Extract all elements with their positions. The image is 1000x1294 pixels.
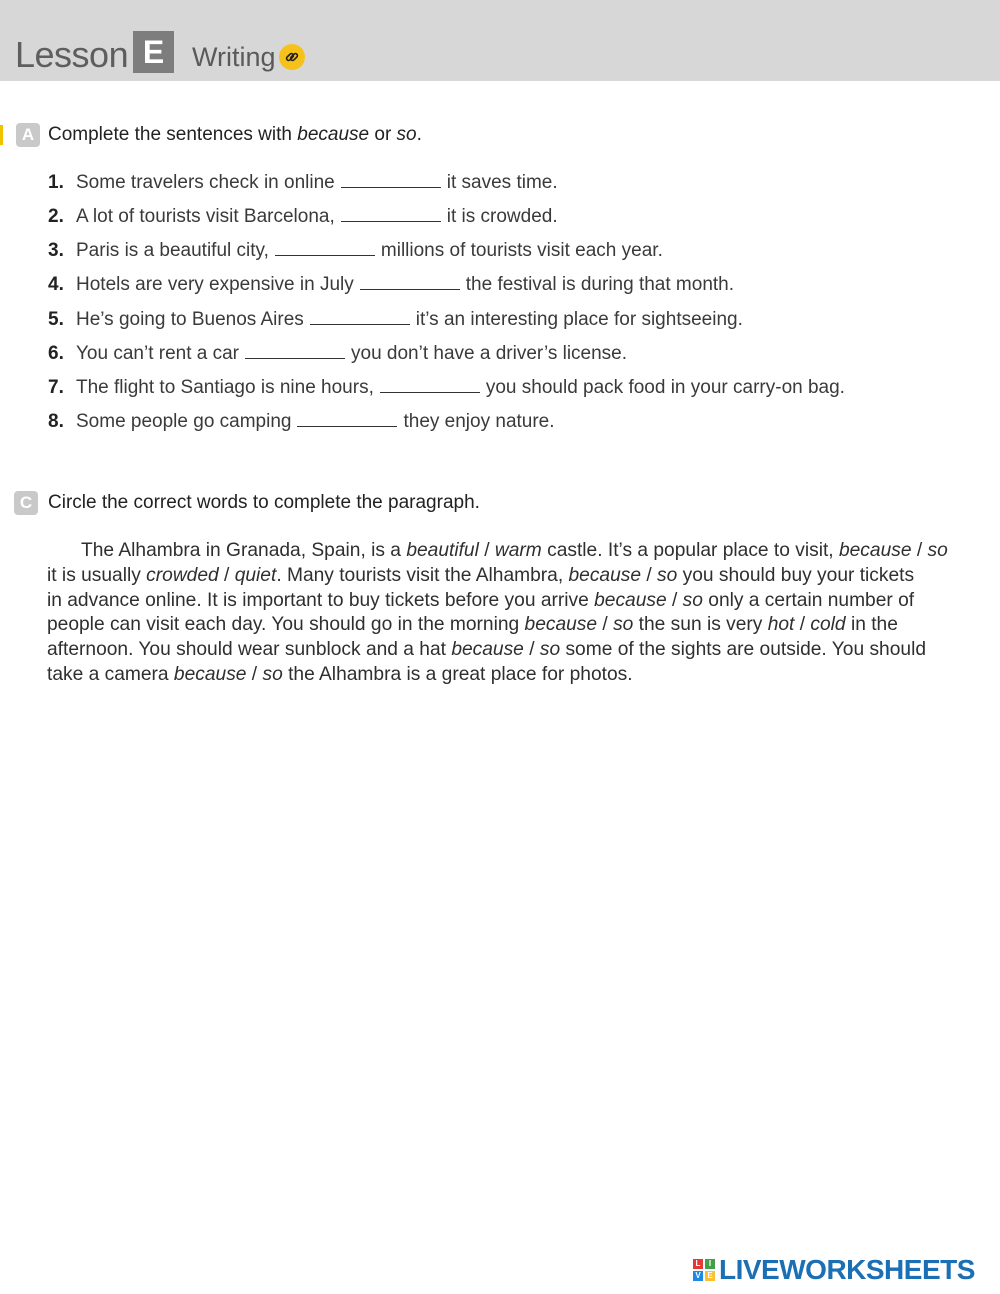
item-text-before: A lot of tourists visit Barcelona, [76, 206, 335, 227]
answer-blank[interactable] [297, 412, 397, 427]
choice-word[interactable]: because [594, 589, 667, 611]
choice-word[interactable]: so [613, 614, 634, 636]
item-text-after: they enjoy nature. [403, 411, 555, 432]
item-number: 2. [48, 206, 64, 227]
choice-word[interactable]: because [568, 564, 642, 586]
logo-icon [693, 1259, 715, 1281]
paragraph-line: afternoon. You should wear sunblock and a hat because / so some of the sights are outside. You should [47, 639, 926, 661]
exercise-item [48, 240, 663, 268]
choice-word[interactable]: beautiful [406, 540, 479, 561]
section-marker [0, 125, 3, 145]
item-number: 1. [48, 172, 64, 193]
item-text-before: Some travelers check in online [76, 172, 335, 193]
item-text-after: the festival is during that month. [465, 274, 735, 295]
exercise-item [48, 274, 734, 302]
item-text-after: it is crowded. [446, 206, 558, 227]
lesson-header [0, 0, 1000, 81]
lesson-topic: Writing [192, 42, 276, 72]
exercise-item [48, 206, 558, 234]
exercise-item [48, 343, 627, 371]
lesson-letter-badge: E [133, 31, 174, 73]
item-text-after: you should pack food in your carry-on bag. [485, 377, 845, 398]
item-text-before: Paris is a beautiful city, [76, 240, 269, 261]
exercise-item [48, 309, 743, 337]
item-text-after: millions of tourists visit each year. [380, 240, 663, 261]
answer-blank[interactable] [310, 310, 410, 325]
choice-word[interactable]: because [838, 540, 912, 561]
lesson-label: Lesson [15, 34, 129, 75]
item-number: 7. [48, 377, 64, 398]
item-text-before: The flight to Santiago is nine hours, [76, 377, 374, 398]
item-number: 6. [48, 343, 64, 364]
item-text-before: Some people go camping [76, 411, 292, 432]
paragraph-line: people can visit each day. You should go in the morning because / so the sun is very hot / cold in the [47, 614, 898, 636]
paragraph-line: take a camera because / so the Alhambra is a great place for photos. [47, 663, 633, 685]
item-number: 3. [48, 240, 64, 261]
item-text-before: You can’t rent a car [76, 343, 240, 364]
choice-word[interactable]: cold [810, 614, 846, 636]
item-number: 5. [48, 309, 64, 330]
choice-word[interactable]: hot [767, 614, 795, 636]
logo-cell: I [705, 1259, 715, 1269]
section-c-instruction: Circle the correct words to complete the paragraph. [48, 492, 480, 513]
logo-cell: L [693, 1259, 703, 1269]
choice-word[interactable]: because [173, 663, 247, 685]
section-a-badge: A [16, 123, 40, 147]
paragraph-line: in advance online. It is important to buy tickets before you arrive because / so only a certain number of [47, 589, 915, 611]
choice-word[interactable]: so [262, 663, 283, 685]
choice-word[interactable]: crowded [146, 564, 219, 586]
exercise-item [48, 172, 558, 200]
answer-blank[interactable] [341, 173, 441, 188]
logo-text: LIVEWORKSHEETS [719, 1254, 975, 1285]
link-icon[interactable] [279, 44, 305, 70]
logo-cell: E [705, 1271, 715, 1281]
answer-blank[interactable] [275, 241, 375, 256]
liveworksheets-logo[interactable] [693, 1255, 975, 1285]
section-c-badge: C [14, 491, 38, 515]
exercise-c-paragraph [47, 539, 987, 688]
choice-word[interactable]: so [927, 540, 948, 561]
paragraph-line: it is usually crowded / quiet. Many tourists visit the Alhambra, because / so you should buy your tickets [47, 564, 915, 586]
choice-word[interactable]: so [657, 564, 678, 586]
choice-word[interactable]: warm [494, 540, 542, 561]
choice-word[interactable]: because [451, 639, 524, 661]
choice-word[interactable]: so [539, 639, 561, 661]
choice-word[interactable]: so [682, 589, 703, 611]
choice-word[interactable]: because [524, 614, 598, 636]
item-text-after: it saves time. [446, 172, 558, 193]
section-a-instruction: Complete the sentences with because or so. [48, 124, 422, 145]
exercise-item [48, 411, 555, 439]
item-number: 4. [48, 274, 64, 295]
choice-word[interactable]: quiet [234, 564, 277, 586]
answer-blank[interactable] [341, 207, 441, 222]
item-text-before: Hotels are very expensive in July [76, 274, 354, 295]
answer-blank[interactable] [245, 344, 345, 359]
exercise-item [48, 377, 845, 405]
item-text-after: it’s an interesting place for sightseeing. [415, 309, 743, 330]
item-text-before: He’s going to Buenos Aires [76, 309, 304, 330]
item-text-after: you don’t have a driver’s license. [351, 343, 628, 364]
answer-blank[interactable] [360, 275, 460, 290]
item-number: 8. [48, 411, 64, 432]
answer-blank[interactable] [380, 378, 480, 393]
paragraph-line: The Alhambra in Granada, Spain, is a beautiful / warm castle. It’s a popular place to visit, because / so [81, 540, 948, 561]
logo-cell: V [693, 1271, 703, 1281]
